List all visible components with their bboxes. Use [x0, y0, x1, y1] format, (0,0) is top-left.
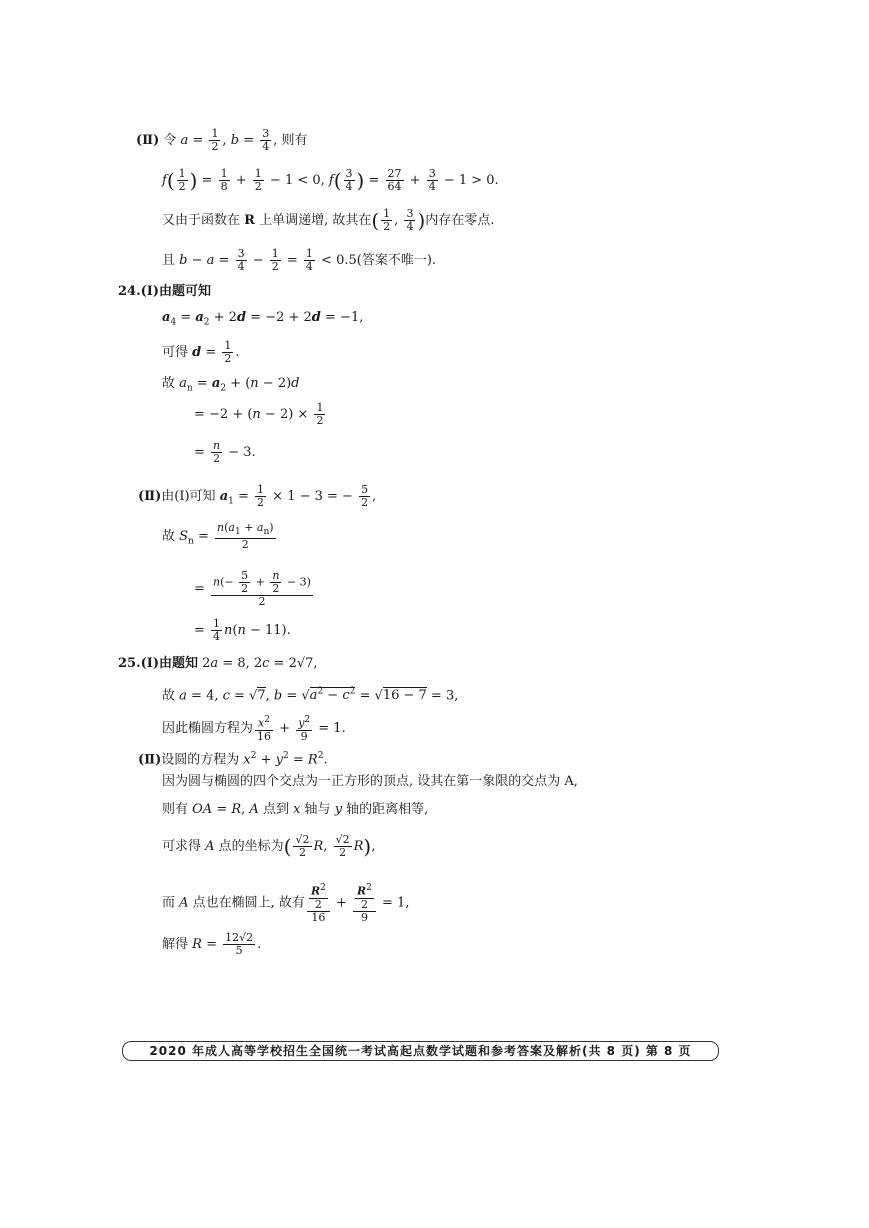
- prev-part2-intro: (Ⅱ) 令 a = $\frac{1}{2}$ , b = $\frac{3}{4}$ , 则有: [136, 127, 308, 153]
- q25-part2-circle: (Ⅱ)设圆的方程为 $x^2 + y^2 = R^2$.: [138, 751, 328, 768]
- q24-step-an-sub: = −2 + (n − 2) × $\frac{1}{2}$: [194, 401, 324, 427]
- q24-step-an-result: = $\frac{n}{2}$ − 3.: [194, 439, 256, 465]
- q25-point-a-coordinates: 可求得 A 点的坐标为( $\frac{√2}{2}$ R, $\frac{√2}{2}$ R),: [162, 833, 376, 859]
- prev-part2-evaluation: f( $\frac{1}{2}$ ) = $\frac{1}{8}$ + $\frac{1}{2}$ − 1 < 0, f( $\frac{3}{4}$ ) = $\frac{27}{64}$ + $\frac{3}{4}$ − 1 > 0.: [162, 167, 499, 193]
- q25-solve-r: 解得 R = $\frac{12√2}{5}$ .: [162, 931, 262, 957]
- q24-sn-substitution: = n(− $\frac{5}{2}$ + $\frac{n}{2}$ − 3) 2: [194, 569, 311, 608]
- page-footer: 2020 年成人高等学校招生全国统一考试高起点数学试题和参考答案及解析(共 8 页) 第 8 页: [122, 1041, 719, 1061]
- prev-part2-difference: 且 b − a = $\frac{3}{4}$ − $\frac{1}{2}$ = $\frac{1}{4}$ < 0.5(答案不唯一).: [162, 247, 437, 273]
- q25-oa-distance: 则有 OA = R, A 点到 x 轴与 y 轴的距离相等,: [162, 802, 429, 817]
- q24-sn-formula: 故 $S_n$ = $\frac{n(a_1 + a_n)}{2}$: [162, 521, 274, 552]
- q25-part1-heading: 25.(Ⅰ)由题知 2a = 8, 2c = 2√7,: [118, 656, 318, 671]
- q24-part1-heading: 24.(Ⅰ)由题可知: [118, 284, 211, 299]
- q25-ellipse-equation: 因此椭圆方程为 $\frac{x^2}{16}$ + $\frac{y^2}{9}$ = 1.: [162, 715, 346, 743]
- prev-part2-zero-existence: 又由于函数在 R 上单调递增, 故其在( $\frac{1}{2}$ , $\frac{3}{4}$ )内存在零点.: [162, 207, 495, 233]
- q25-square-vertices: 因为圆与椭圆的四个交点为一正方形的顶点, 设其在第一象限的交点为 A,: [162, 774, 578, 789]
- q24-part2-a1: (Ⅱ)由(Ⅰ)可知 $a_1$ = $\frac{1}{2}$ × 1 − 3 = − $\frac{5}{2}$ ,: [138, 483, 377, 509]
- q24-sn-result: = $\frac{1}{4}$ n(n − 11).: [194, 617, 291, 643]
- q24-step-an: 故 $a_n = a_2 + (n - 2)d$: [162, 376, 300, 394]
- q25-step-abc: 故 a = 4, c = √7, $b = √a^2 - c^2 = √16 - 7 = 3$,: [162, 687, 459, 704]
- q25-point-on-ellipse: 而 A 点也在椭圆上, 故有 $\frac{\frac{R^2}{2}}{16}$ + $\frac{\frac{R^2}{2}}{9}$ = 1,: [162, 883, 410, 924]
- q24-step-a4: $a_4 = a_2 + 2d = -2 + 2d = -1$,: [162, 310, 364, 328]
- q24-step-d: 可得 d = $\frac{1}{2}$ .: [162, 339, 240, 365]
